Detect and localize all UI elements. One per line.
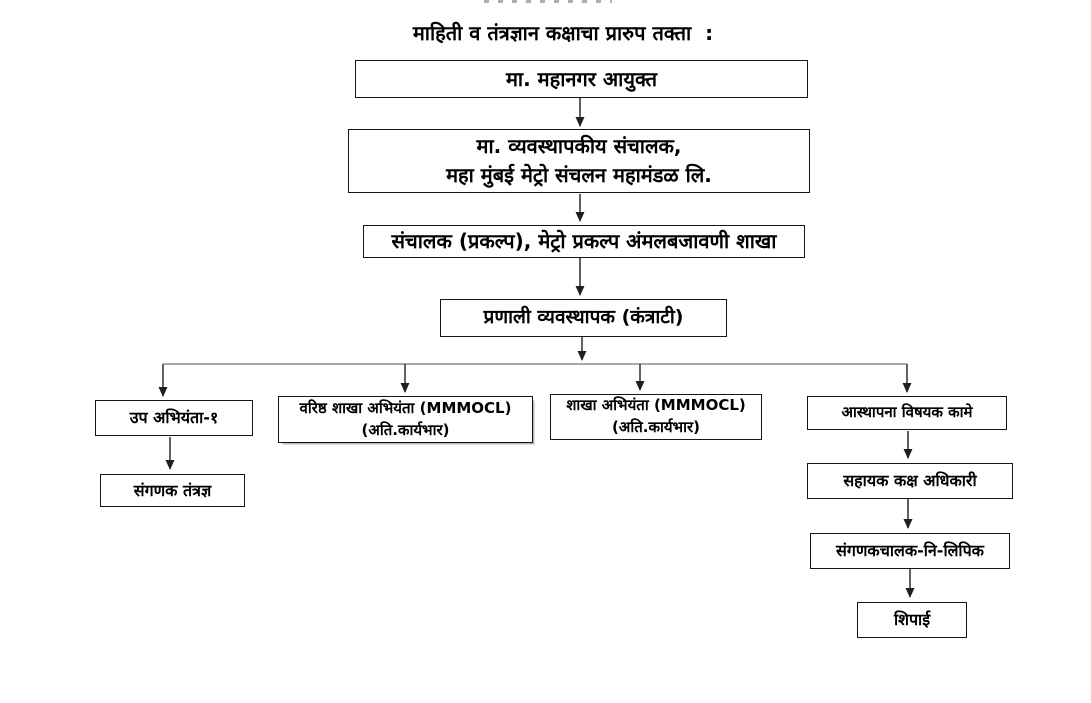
node-computer-operator-cum-clerk-label: संगणकचालक-नि-लिपिक: [836, 541, 984, 561]
node-deputy-engineer: [95, 400, 253, 436]
node-managing-director-line2: महा मुंबई मेट्रो संचलन महामंडळ लि.: [446, 163, 712, 187]
node-computer-operator-cum-clerk: [810, 533, 1010, 569]
node-establishment-works-label: आस्थापना विषयक कामे: [841, 403, 973, 422]
node-deputy-engineer-label: उप अभियंता-१: [129, 408, 219, 428]
cropped-scan-artifact: [484, 0, 612, 3]
node-assistant-section-officer-label: सहायक कक्ष अधिकारी: [843, 471, 977, 491]
node-computer-technician: [100, 474, 245, 507]
node-senior-section-engineer: [278, 396, 533, 443]
node-commissioner: [355, 60, 808, 98]
page-title-colon: :: [705, 21, 714, 45]
page-title-text: माहिती व तंत्रज्ञान कक्षाचा प्रारुप तक्ता: [412, 21, 692, 45]
node-senior-section-engineer-line2: (अति.कार्यभार): [361, 420, 450, 439]
node-system-manager-label: प्रणाली व्यवस्थापक (कंत्राटी): [483, 306, 684, 329]
node-peon-label: शिपाई: [893, 610, 931, 630]
page-title: [413, 19, 713, 46]
node-director-projects: [363, 225, 805, 258]
node-peon: [857, 602, 967, 638]
node-assistant-section-officer: [807, 463, 1013, 499]
node-senior-section-engineer-line1: वरिष्ठ शाखा अभियंता (MMMOCL): [299, 398, 512, 417]
node-managing-director: [348, 129, 810, 193]
node-section-engineer-line1: शाखा अभियंता (MMMOCL): [566, 396, 746, 415]
node-commissioner-label: मा. महानगर आयुक्त: [505, 66, 658, 91]
node-computer-technician-label: संगणक तंत्रज्ञ: [133, 480, 212, 500]
node-system-manager: [440, 299, 727, 337]
node-section-engineer: [550, 394, 762, 440]
node-director-projects-label: संचालक (प्रकल्प), मेट्रो प्रकल्प अंमलबजावणी शाखा: [391, 229, 777, 253]
node-establishment-works: [807, 396, 1007, 430]
node-section-engineer-line2: (अति.कार्यभार): [612, 418, 700, 436]
node-managing-director-line1: मा. व्यवस्थापकीय संचालक,: [476, 134, 682, 158]
